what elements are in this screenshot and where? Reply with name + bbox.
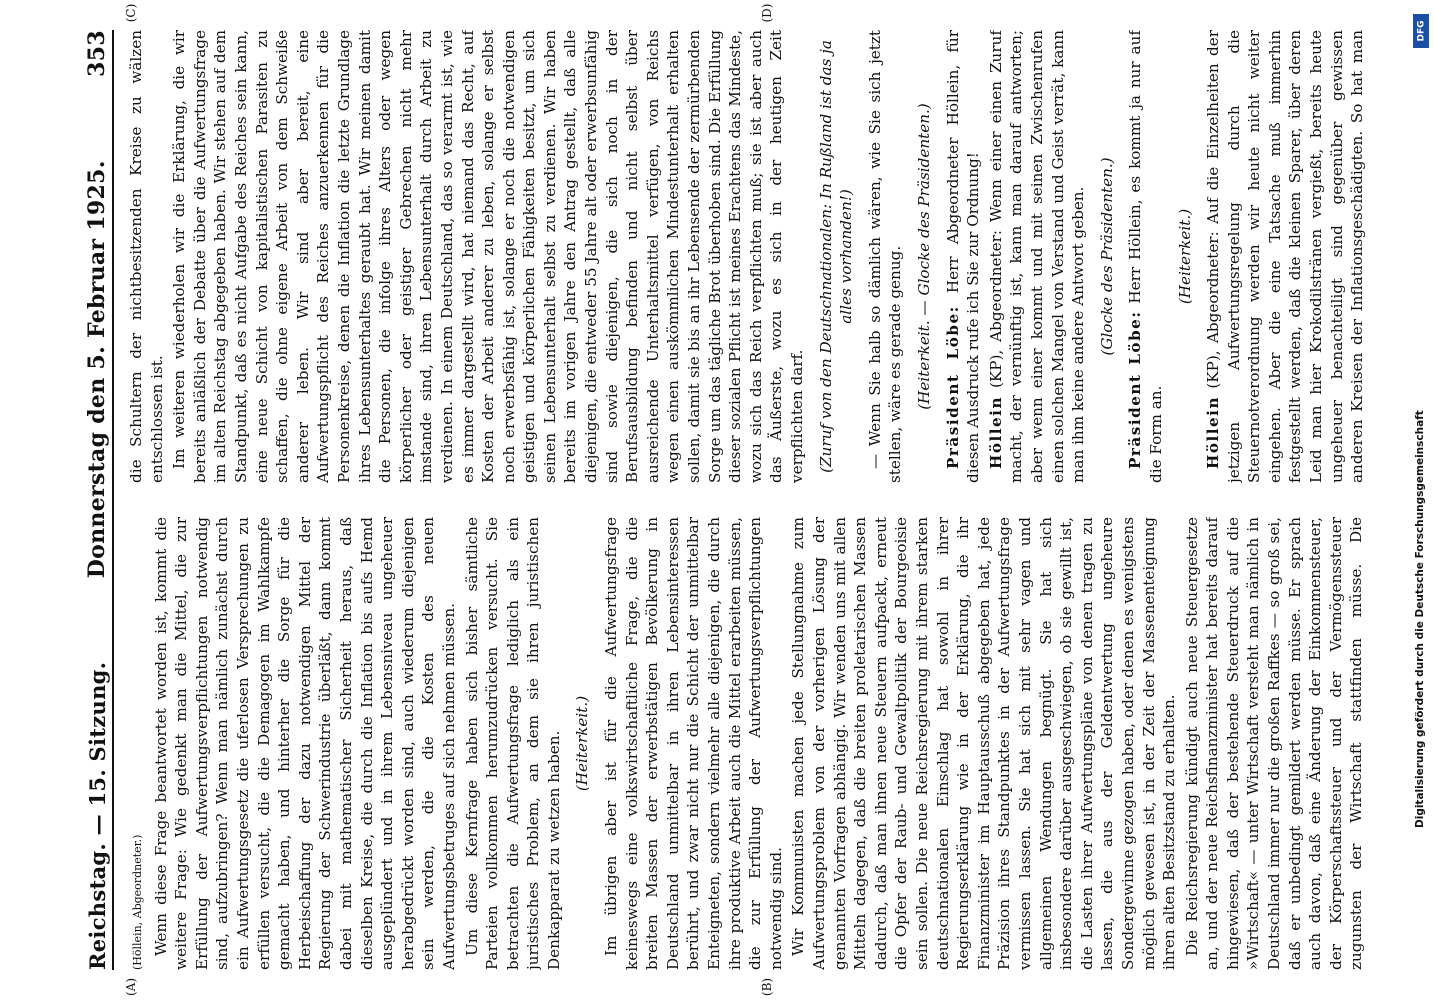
dfg-logo: DFG xyxy=(1413,14,1429,48)
interjection: (Heiterkeit.) xyxy=(573,695,592,792)
speaker-name: Präsident Löbe: xyxy=(1126,310,1145,469)
column-left xyxy=(126,517,1370,970)
paragraph: Die Reichsregierung kündigt auch neue Steuergesetze an, und der neue Reichsfinanzminister hat bereits darauf hingewiesen, daß der bestehende Steuerdruck auf die »Wirtschaft« — unter Wirtschaft versteht man nämlich in Deutschland immer nur die großen Raffkes — so groß sei, daß er unbedingt gemildert werden müsse. Er sprach auch davon, daß eine Änderung der Einkommensteuer, der Körperschaftssteuer und der Vermögenssteuer zugunsten der Wirtschaft stattfinden müsse. Die xyxy=(1182,517,1366,970)
header-date: Donnerstag den 5. Februar 1925. xyxy=(84,160,110,579)
paragraph: Im übrigen aber ist für die Aufwertungsfrage keineswegs eine volkswirtschaftliche Frage, die die breiten Massen der erwerbstätigen Bevölkerung in Deutschland unmittelbar in ihren Lebensinteressen berührt, und zwar nicht nur die Schicht der unmittelbar Enteigneten, sondern vielmehr alle diejenigen, die durch ihre produktive Arbeit auch die Mittel erarbeiten müssen, die zur Erfüllung der Aufwertungsverpflichtungen notwendig sind. xyxy=(602,517,785,970)
speaker-name: Höllein xyxy=(1204,396,1223,469)
speech xyxy=(1125,30,1166,483)
speech xyxy=(943,30,984,483)
margin-mark-a: (A) xyxy=(124,977,138,997)
speech-text: (KP), Abgeordneter: Wenn einer einen Zuruf macht, der vernünftig ist, kann man darauf antworten; aber wenn einer kommt und mit seinen Zwischenrufen einen solchen Mangel von Verstand und Geist verrät, kann man ihm keine andere Antwort geben. xyxy=(986,30,1088,483)
header-rule xyxy=(112,30,114,970)
paragraph: Wir Kommunisten machen jede Stellungnahme zum Aufwertungsproblem von der vorherigen Lösung der genannten Vorfragen abhängig. Wir wenden uns mit allen Mitteln dagegen, daß die breiten proletarischen Massen dadurch, daß man ihnen neue Steuern aufpackt, erneut die Opfer der Raub- und Gewaltpolitik der Bourgeoisie sein sollen. Die neue Reichsregierung mit ihrem starken deutschnationalen Einschlag hat sowohl in ihrer Regierungserklärung wie in der Erklärung, die ihr Finanzminister im Hauptausschuß abgegeben hat, jede Präzision ihres Standpunktes in der Aufwertungsfrage vermissen lassen. Sie hat sich mit sehr vagen und allgemeinen Wendungen begnügt. Sie hat sich insbesondere darüber ausgeschwiegen, ob sie gewillt ist, die Lasten ihrer Aufwertungspläne von denen tragen zu lassen, die aus der Geldentwertung ungeheure Sondergewinne gezogen haben, oder denen es wenigstens möglich gewesen ist, in der Zeit der Massenenteignung ihren alten Besitzstand zu erhalten. xyxy=(789,517,1179,970)
header-left: Reichstag. — 15. Sitzung. xyxy=(85,661,110,970)
page-number: 353 xyxy=(84,30,110,77)
paragraph: — Wenn Sie halb so dämlich wären, wie Sie sich jetzt stellen, wäre es gerade genug. xyxy=(865,30,905,483)
speaker-line: (Höllein, Abgeordneter.) xyxy=(131,834,144,970)
speech-text: (KP), Abgeordneter: Auf die Einzelheiten der jetzigen Aufwertungsregelung durch die Steuernotverordnung werden wir heute nicht weiter eingehen. Aber die eine Tatsache muß immerhin festgestellt werden, daß die kleinen Sparer, über deren Leid man hier Krokodilstränen vergießt, bereits heute ungeheuer benachteiligt sind gegenüber gewissen anderen Kreisen der Inflationsgeschädigten. So hat man xyxy=(1204,30,1367,483)
margin-mark-d: (D) xyxy=(760,3,774,23)
margin-mark-c: (C) xyxy=(124,3,138,23)
speech xyxy=(1203,30,1370,483)
interjection: (Zuruf von den Deutschnationalen: In Rußland ist das ja alles vorhanden!) xyxy=(816,40,856,473)
speaker-name: Höllein xyxy=(986,396,1005,469)
paragraph: die Schultern der nichtbesitzenden Kreise zu wälzen entschlossen ist. xyxy=(127,30,166,483)
rotated-page xyxy=(60,0,1390,1000)
interjection: (Glocke des Präsidenten.) xyxy=(1097,157,1116,356)
speaker-name: Präsident Löbe: xyxy=(943,305,962,469)
interjection: (Heiterkeit.) xyxy=(1175,208,1194,305)
paragraph: Wenn diese Frage beantwortet worden ist, kommt die weitere Frage: Wie gedenkt man die Mittel, die zur Erfüllung der Aufwertungsverpflichtungen notwendig sind, aufzubringen? Wenn man nämlich zunächst durch ein Aufwertungsgesetz die uferlosen Versprechungen zu erfüllen versucht, die die Demagogen im Wahlkampfe gemacht haben, und hinterher die Sorge für die Herbeischaffung der dazu notwendigen Mittel der Regierung der Schwerindustrie überläßt, dann kommt dabei mit mathematischer Sicherheit heraus, daß dieselben Kreise, die durch die Inflation bis aufs Hemd ausgeplündert und in ihrem Lebensniveau ungeheuer herabgedrückt worden sind, auch wiederum diejenigen sein werden, die die Kosten des neuen Aufwertungsbetruges auf sich nehmen müssen. xyxy=(151,517,458,970)
column-right xyxy=(126,30,1370,483)
speech-text: Herr Höllein, es kommt ja nur auf die Form an. xyxy=(1126,30,1165,483)
credit-text: Digitalisierung gefördert durch die Deutsche Forschungsgemeinschaft xyxy=(1414,410,1426,828)
speech-text: Herr Abgeordneter Höllein, für diesen Ausdruck rufe ich Sie zur Ordnung! xyxy=(943,30,983,483)
margin-mark-b: (B) xyxy=(760,977,774,997)
paragraph: Um diese Kernfrage haben sich bisher sämtliche Parteien vollkommen herumzudrücken versucht. Sie betrachten die Aufwertungsfrage lediglich als ein juristisches Problem, an dem sie ihren juristischen Denkapparat zu wetzen haben. xyxy=(462,517,563,970)
page-header xyxy=(74,30,110,970)
digitization-credit xyxy=(1412,8,1430,998)
paragraph: Im weiteren wiederholen wir die Erklärung, die wir bereits anläßlich der Debatte über die Aufwertungsfrage im alten Reichstag abgegeben haben. Wir stehen auf dem Standpunkt, daß es nicht Aufgabe des Reiches sein kann, eine neue Schicht von kapitalistischen Parasiten zu schaffen, die ohne eigene Arbeit von dem Schweiße anderer leben. Wir sind aber bereit, eine Aufwertungspflicht des Reiches anzuerkennen für die Personenkreise, denen die Inflation die letzte Grundlage ihres Lebensunterhaltes geraubt hat. Wir meinen damit die Personen, die infolge ihres Alters oder wegen körperlicher oder geistiger Gebrechen nicht mehr imstande sind, ihren Lebensunterhalt durch Arbeit zu verdienen. In einem Deutschland, das so verarmt ist, wie es immer dargestellt wird, hat niemand das Recht, auf Kosten der Arbeit anderer zu leben, solange er selbst noch erwerbsfähig ist, solange er noch die notwendigen geistigen und körperlichen Fähigkeiten besitzt, um sich seinen Lebensunterhalt selbst zu verdienen. Wir haben bereits im vorigen Jahre den Antrag gestellt, daß alle diejenigen, die entweder 55 Jahre alt oder erwerbsunfähig sind sowie diejenigen, die sich noch in der Berufsausbildung befinden und nicht selbst über ausreichende Unterhaltsmittel verfügen, von Reichs wegen einen auskömmlichen Mindestunterhalt erhalten sollen, damit sie bis an ihr Lebensende der zermürbenden Sorge um das tägliche Brot überhoben sind. Die Erfüllung dieser sozialen Pflicht ist meines Erachtens das Mindeste, wozu sich das Reich verpflichten muß; sie ist aber auch das Äußerste, wozu es sich in der heutigen Zeit verpflichten darf. xyxy=(170,30,806,483)
speech xyxy=(986,30,1089,483)
text-columns xyxy=(126,30,1370,970)
interjection: (Heiterkeit. — Glocke des Präsidenten.) xyxy=(914,103,933,410)
